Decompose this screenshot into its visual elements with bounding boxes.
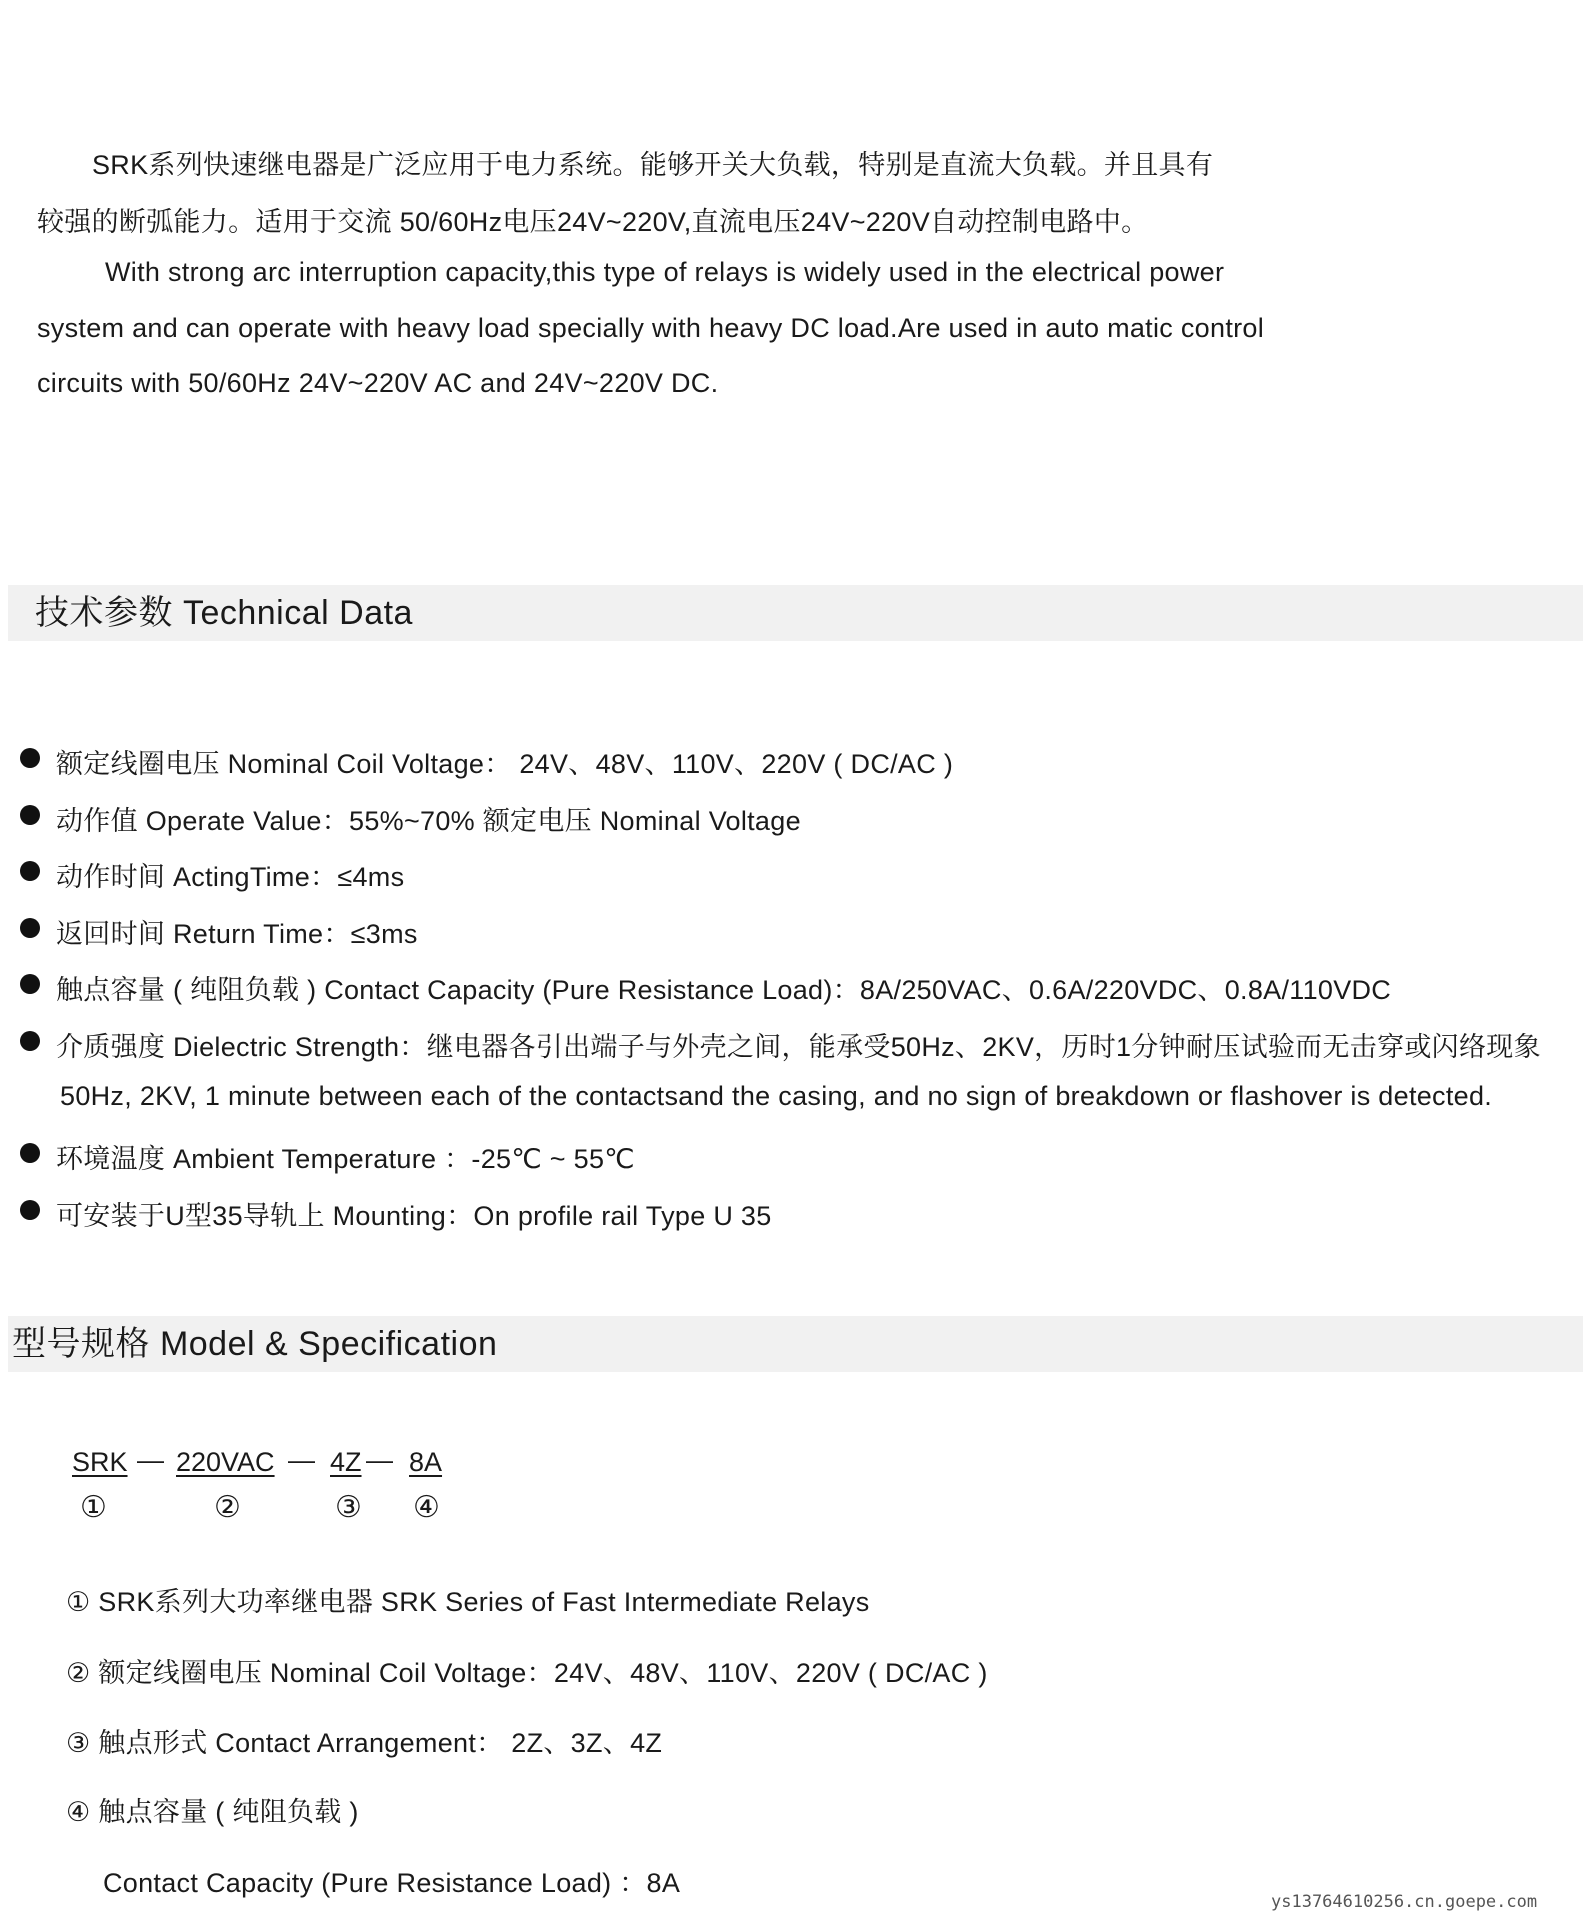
model-dash: — xyxy=(366,1445,393,1475)
intro-en-line-2: system and can operate with heavy load specially with heavy DC load.Are used in auto matic control xyxy=(37,313,1265,343)
legend-item-capacity-detail: Contact Capacity (Pure Resistance Load) ：8A xyxy=(103,1868,681,1898)
watermark: ys13764610256.cn.goepe.com xyxy=(1271,1892,1538,1912)
model-part-series: SRK xyxy=(72,1447,128,1477)
spec-acting-time: 动作时间 ActingTime：≤4ms xyxy=(56,862,405,892)
bullet-icon xyxy=(20,748,40,768)
legend-item-capacity: ④ 触点容量 ( 纯阻负载 ) xyxy=(66,1797,359,1827)
legend-item-contacts: ③ 触点形式 Contact Arrangement： 2Z、3Z、4Z xyxy=(66,1728,663,1758)
intro-zh-line-2: 较强的断弧能力。适用于交流 50/60Hz电压24V~220V,直流电压24V~220V自动控制电路中。 xyxy=(37,207,1149,237)
spec-ambient-temperature: 环境温度 Ambient Temperature ：-25℃ ~ 55℃ xyxy=(56,1144,635,1174)
spec-contact-capacity: 触点容量 ( 纯阻负载 ) Contact Capacity (Pure Resistance Load)：8A/250VAC、0.6A/220VDC、0.8A/110VDC xyxy=(56,975,1392,1005)
model-number-2: ② xyxy=(214,1490,241,1525)
spec-mounting: 可安装于U型35导轨上 Mounting：On profile rail Type U 35 xyxy=(56,1201,772,1231)
legend-item-voltage: ② 额定线圈电压 Nominal Coil Voltage：24V、48V、110V、220V ( DC/AC ) xyxy=(66,1658,988,1688)
model-number-1: ① xyxy=(80,1490,107,1525)
model-dash: — xyxy=(288,1445,315,1475)
spec-dielectric-strength: 介质强度 Dielectric Strength：继电器各引出端子与外壳之间，能承受50Hz、2KV，历时1分钟耐压试验而无击穿或闪络现象 xyxy=(56,1032,1541,1062)
intro-zh-line-1: SRK系列快速继电器是广泛应用于电力系统。能够开关大负载，特别是直流大负载。并且具有 xyxy=(92,150,1214,180)
model-dash: — xyxy=(137,1445,164,1475)
spec-nominal-coil-voltage: 额定线圈电压 Nominal Coil Voltage： 24V、48V、110V、220V ( DC/AC ) xyxy=(56,749,954,779)
bullet-icon xyxy=(20,1143,40,1163)
spec-operate-value: 动作值 Operate Value：55%~70% 额定电压 Nominal Voltage xyxy=(56,806,801,836)
bullet-icon xyxy=(20,918,40,938)
bullet-icon xyxy=(20,1200,40,1220)
intro-en-line-1: With strong arc interruption capacity,this type of relays is widely used in the electrical power xyxy=(105,257,1225,287)
legend-item-series: ① SRK系列大功率继电器 SRK Series of Fast Intermediate Relays xyxy=(66,1587,870,1617)
spec-dielectric-strength-en: 50Hz, 2KV, 1 minute between each of the contactsand the casing, and no sign of breakdown or flashover is detected. xyxy=(60,1081,1493,1111)
bullet-icon xyxy=(20,974,40,994)
model-number-4: ④ xyxy=(413,1490,440,1525)
bullet-icon xyxy=(20,805,40,825)
model-part-capacity: 8A xyxy=(409,1447,443,1477)
spec-return-time: 返回时间 Return Time：≤3ms xyxy=(56,919,418,949)
bullet-icon xyxy=(20,861,40,881)
intro-en-line-3: circuits with 50/60Hz 24V~220V AC and 24V~220V DC. xyxy=(37,368,719,398)
model-part-contacts: 4Z xyxy=(330,1447,362,1477)
model-spec-title: 型号规格 Model & Specification xyxy=(12,1325,498,1363)
model-part-voltage: 220VAC xyxy=(176,1447,275,1477)
bullet-icon xyxy=(20,1031,40,1051)
technical-data-title: 技术参数 Technical Data xyxy=(35,594,413,632)
model-number-3: ③ xyxy=(335,1490,362,1525)
